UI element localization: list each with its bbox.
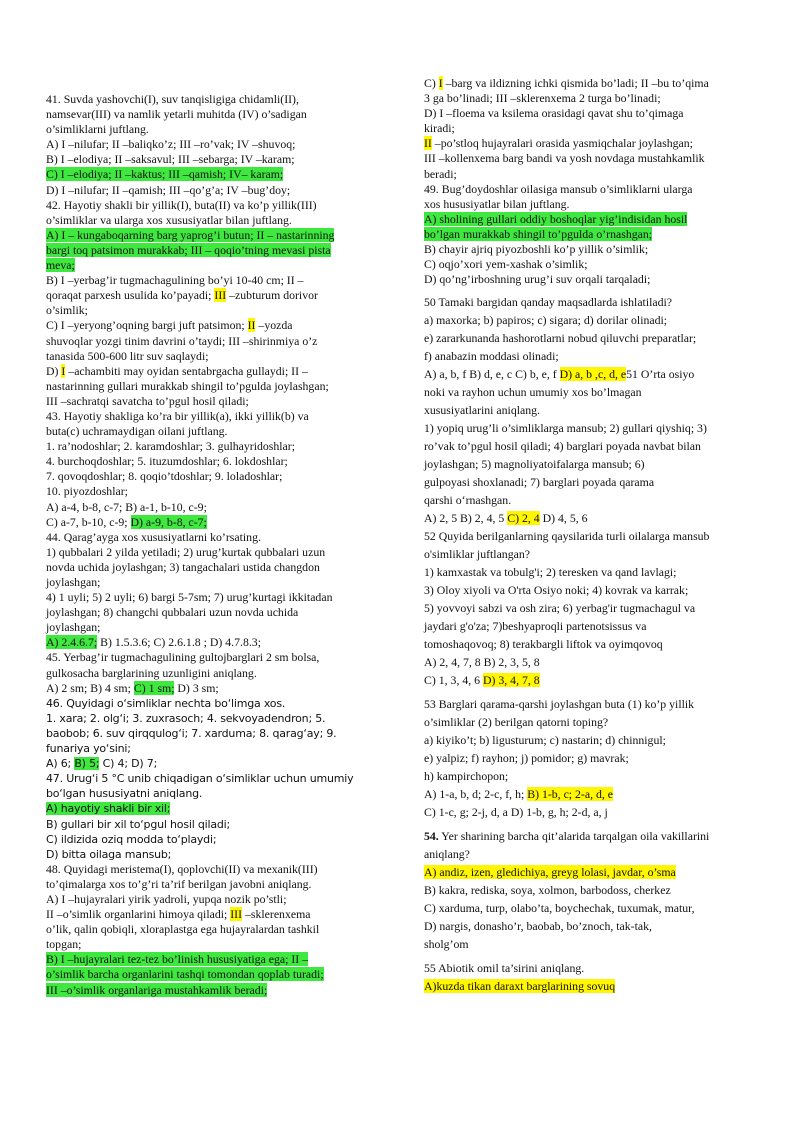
text-line	[424, 151, 760, 166]
text-segment: o’simliklar va ularga xos xususiyatlar bilan juftlang.	[46, 212, 292, 227]
answer-highlight-yellow: B) 1-b, c; 2-a, d, e	[527, 787, 614, 802]
text-segment: 3 ga bo’linadi; III –sklerenxema 2 turga bo’linadi;	[424, 91, 661, 106]
text-segment: 3) Oloy xiyoli va O'rta Osiyo noki; 4) kovrak va karrak;	[424, 583, 689, 598]
text-segment: B) I –yerbag’ir tugmachagulining bo’yi 10-40 cm; II –	[46, 273, 304, 288]
text-segment: 48. Quyidagi meristema(I), qoplovchi(II) va mexanik(III)	[46, 861, 318, 876]
text-line	[46, 530, 376, 545]
text-segment: C) oqjo’xori yem-xashak o’simlik;	[424, 257, 588, 272]
text-line	[46, 650, 376, 665]
text-segment: 1) kamxastak va tobulg'i; 2) teresken va qand lavlagi;	[424, 565, 677, 580]
text-segment: –barg va ildizning ichki qismida bo’ladi; II –bu to’qima	[442, 76, 709, 90]
text-line	[424, 959, 760, 977]
text-line	[46, 469, 376, 484]
text-segment: III –sachratqi savatcha to’pgul hosil qiladi;	[46, 393, 249, 408]
text-line	[424, 106, 760, 121]
text-line	[46, 635, 376, 650]
text-line	[46, 349, 376, 364]
text-line	[424, 713, 760, 731]
text-segment: C) xarduma, turp, olabo’ta, boychechak, tuxumak, matur,	[424, 901, 695, 916]
text-segment: noki va rayhon uchun umumiy xos bo’lmagan	[424, 385, 642, 400]
answer-highlight-green: A) sholining gullari oddiy boshoqlar yig’indisidan hosil	[424, 211, 688, 226]
text-line	[424, 977, 760, 995]
text-segment: 47. Urug‘i 5 °C unib chiqadigan o‘simliklar uchun umumiy	[46, 772, 354, 786]
text-segment: B) gullari bir xil to‘pgul hosil qiladi;	[46, 817, 231, 831]
text-segment: jaydari g'o'za; 7)beshyaproqli partenotsissus va	[424, 619, 647, 634]
text-line	[46, 122, 376, 137]
text-line	[46, 243, 376, 258]
text-line	[424, 383, 760, 401]
text-line	[46, 681, 376, 696]
text-line	[46, 952, 376, 967]
text-line	[46, 409, 376, 424]
answer-highlight-green: C) 1 sm;	[133, 680, 175, 695]
text-segment: –po’stloq hujayralari orasida yasmiqchalar joylashgan;	[431, 136, 693, 151]
text-segment: to’qimalarga xos to’g’ri ta’rif berilgan javobni aniqlang.	[46, 876, 312, 891]
text-line	[46, 575, 376, 590]
text-line	[424, 311, 760, 329]
text-line	[424, 635, 760, 653]
text-line	[424, 293, 760, 311]
text-segment: o’lik, qalin qobiqli, xloraplastga ega hujayralardan tashkil	[46, 922, 320, 937]
text-segment: e) zararkunanda hashorotlarni nobud qiluvchi preparatlar;	[424, 331, 697, 346]
text-line	[424, 653, 760, 671]
text-line	[46, 334, 376, 349]
text-segment: Yer sharining barcha qit’alarida tarqalgan oila vakillarini	[438, 829, 710, 844]
text-segment: 50 Tamaki bargidan qanday maqsadlarda ishlatiladi?	[424, 295, 673, 310]
right-column	[424, 76, 760, 995]
text-line	[424, 242, 760, 257]
text-segment: B) chayir ajriq piyozboshli ko’p yillik o’simlik;	[424, 242, 649, 257]
text-segment: 54.	[424, 829, 439, 844]
text-line	[424, 599, 760, 617]
answer-highlight-yellow: D) 3, 4, 7, 8	[482, 673, 540, 688]
text-line	[424, 365, 760, 383]
text-line	[46, 847, 376, 862]
text-segment: A) 6;	[46, 757, 75, 771]
text-line	[424, 917, 760, 935]
text-segment: xos hususiyatlar bilan juftlang.	[424, 196, 570, 211]
text-line	[46, 198, 376, 213]
text-segment: III –kollenxema barg bandi va yosh novdaga mustahkamlik	[424, 151, 705, 166]
answer-highlight-yellow: II	[424, 136, 432, 151]
text-segment: o'simliklar juftlangan?	[424, 547, 530, 562]
text-segment: h) kampirchopon;	[424, 769, 509, 784]
text-segment: 1. ra’nodoshlar; 2. karamdoshlar; 3. gulhayridoshlar;	[46, 439, 295, 454]
text-segment: D) I –floema va ksilema orasidagi qavat shu to’qimaga	[424, 106, 684, 121]
text-line	[424, 329, 760, 347]
text-segment: II –o’simlik organlarini himoya qiladi;	[46, 907, 231, 922]
answer-highlight-green: bo’lgan murakkab shingil to’pgulda o’rnashgan;	[424, 226, 653, 241]
text-segment: qoraqat parxesh usulida ko’payadi;	[46, 288, 215, 303]
text-segment: 4) 1 uyli; 5) 2 uyli; 6) bargi 5-7sm; 7) urug’kurtagi ikkitadan	[46, 590, 333, 605]
text-line	[424, 617, 760, 635]
answer-highlight-green: C) I –elodiya; II –kaktus; III –qamish; IV– karam;	[46, 167, 284, 182]
answer-highlight-green: A) hayotiy shakli bir xil;	[46, 802, 171, 816]
text-segment: A) I –hujayralari yirik yadroli, yupqa nozik po’stli;	[46, 891, 287, 906]
text-line	[424, 671, 760, 689]
text-segment: joylashgan; 8) changchi qubbalari uzun novda uchida	[46, 605, 299, 620]
text-line	[46, 258, 376, 273]
text-line	[424, 803, 760, 821]
text-segment: B) kakra, rediska, soya, xolmon, barbodoss, cherkez	[424, 883, 671, 898]
text-segment: B) I –elodiya; II –saksavul; III –sebarga; IV –karam;	[46, 152, 295, 167]
answer-highlight-green: meva;	[46, 258, 75, 273]
text-segment: 49. Bug’doydoshlar oilasiga mansub o’simliklarni ularga	[424, 181, 693, 196]
text-segment: gulkosacha barglarining uzunligini aniqlang.	[46, 665, 257, 680]
text-segment: A) 1-a, b, d; 2-c, f, h;	[424, 787, 528, 802]
text-line	[424, 695, 760, 713]
text-segment: C) 1, 3, 4, 6	[424, 673, 483, 688]
text-line	[46, 107, 376, 122]
text-segment: nastarinning gullari murakkab shingil to’pgulda joylashgan;	[46, 378, 329, 393]
text-line	[424, 767, 760, 785]
text-segment: 44. Qarag’ayga xos xususiyatlarni ko’rsating.	[46, 529, 261, 544]
text-line	[46, 424, 376, 439]
text-segment: 55 Abiotik omil ta’sirini aniqlang.	[424, 961, 585, 976]
text-segment: D) bitta oilaga mansub;	[46, 847, 172, 861]
text-line	[46, 666, 376, 681]
text-segment: kiradi;	[424, 121, 455, 136]
text-segment: tanasida 500-600 litr suv saqlaydi;	[46, 348, 209, 363]
text-segment: 52 Quyida berilganlarning qaysilarida turli oilalarga mansub	[424, 529, 710, 544]
text-segment: gulpoyasi shoxlanadi; 7) barglari poyada qarama	[424, 475, 655, 490]
text-line	[424, 899, 760, 917]
text-line	[46, 620, 376, 635]
text-line	[424, 136, 760, 151]
text-segment: 1. xara; 2. olg‘i; 3. zuxrasoch; 4. sekvoyadendron; 5.	[46, 711, 326, 725]
text-line	[46, 484, 376, 499]
text-line	[46, 228, 376, 243]
text-line	[424, 509, 760, 527]
text-line	[46, 726, 376, 741]
text-segment: a) maxorka; b) papiros; c) sigara; d) dorilar olinadi;	[424, 313, 668, 328]
text-line	[46, 967, 376, 982]
text-line	[424, 491, 760, 509]
answer-highlight-yellow: I	[61, 363, 66, 378]
text-segment: 53 Barglari qarama-qarshi joylashgan buta (1) ko’p yillik	[424, 697, 695, 712]
text-segment: aniqlang?	[424, 847, 470, 862]
text-segment: D) 4, 5, 6	[539, 511, 588, 526]
text-line	[424, 581, 760, 599]
text-segment: joylashgan;	[46, 575, 101, 589]
text-segment: 7. qovoqdoshlar; 8. qoqio’tdoshlar; 9. loladoshlar;	[46, 469, 283, 484]
text-segment: novda uchida joylashgan; 3) tangachalari ustida changdon	[46, 559, 320, 574]
text-segment: 5) yovvoyi sabzi va osh zira; 6) yerbag'ir tugmachagul va	[424, 601, 696, 616]
text-segment: A) I –nilufar; II –baliqko’z; III –ro’vak; IV –shuvoq;	[46, 137, 296, 152]
text-segment: baobob; 6. suv qirqqulog‘i; 7. xarduma; 8. qarag‘ay; 9.	[46, 726, 337, 740]
text-segment: 46. Quyidagi o‘simliklar nechta bo‘limga xos.	[46, 696, 286, 710]
answer-highlight-green: A) 2.4.6.7;	[46, 635, 98, 650]
text-segment: f) anabazin moddasi olinadi;	[424, 349, 559, 364]
text-line	[424, 563, 760, 581]
text-line	[46, 167, 376, 182]
text-line	[46, 92, 376, 107]
text-line	[424, 197, 760, 212]
text-line	[424, 785, 760, 803]
answer-highlight-green: A) I – kungaboqarning barg yaprog’i butun; II – nastarinning	[46, 227, 335, 242]
text-segment: 42. Hayotiy shakli bir yillik(I), buta(II) va ko’p yillik(III)	[46, 197, 317, 212]
text-segment: 45. Yerbag’ir tugmachagulining gultojbarglari 2 sm bolsa,	[46, 650, 320, 665]
text-line	[424, 167, 760, 182]
text-segment: A) a-4, b-8, c-7; B) a-1, b-10, c-9;	[46, 499, 207, 514]
text-segment: a) kiyiko’t; b) ligusturum; c) nastarin; d) chinnigul;	[424, 733, 666, 748]
text-line	[424, 473, 760, 491]
text-segment: joylashgan; 5) magnoliyatoifalarga mansub; 6)	[424, 457, 645, 472]
answer-highlight-yellow: I	[438, 76, 443, 90]
text-line	[46, 786, 376, 801]
text-segment: o’simlik;	[46, 303, 88, 318]
text-segment: tomoshaqovoq; 8) terakbargli liftok va oyimqovoq	[424, 637, 663, 652]
text-line	[424, 881, 760, 899]
text-line	[46, 318, 376, 333]
text-line	[46, 922, 376, 937]
text-segment: A) 2, 5 B) 2, 4, 5	[424, 511, 508, 526]
text-line	[46, 515, 376, 530]
text-line	[46, 394, 376, 409]
text-segment: C) 4; D) 7;	[99, 757, 158, 771]
text-line	[424, 212, 760, 227]
text-line	[424, 455, 760, 473]
answer-highlight-green: D) a-9, b-8, c-7;	[130, 514, 207, 529]
text-segment: beradi;	[424, 166, 457, 181]
answer-highlight-yellow: A) andiz, izen, gledichiya, greyg lolasi, javdar, o’sma	[424, 865, 676, 880]
text-segment: 41. Suvda yashovchi(I), suv tanqisligiga chidamli(II),	[46, 92, 299, 106]
text-line	[424, 257, 760, 272]
text-segment: C) ildizida oziq modda to‘playdi;	[46, 832, 217, 846]
text-line	[46, 801, 376, 816]
text-segment: –yozda	[255, 318, 293, 333]
text-line	[46, 379, 376, 394]
answer-highlight-yellow: II	[247, 318, 256, 333]
text-segment: qarshi o‘rnashgan.	[424, 493, 512, 508]
text-line	[424, 272, 760, 287]
text-segment: topgan;	[46, 937, 82, 952]
answer-highlight-yellow: A)kuzda tikan daraxt barglarining sovuq	[424, 979, 616, 994]
text-segment: –zubturum dorivor	[226, 288, 318, 303]
text-line	[46, 273, 376, 288]
text-line	[424, 227, 760, 242]
text-line	[46, 213, 376, 228]
text-line	[424, 545, 760, 563]
answer-highlight-green: bargi toq patsimon murakkab; III – qoqio’tning mevasi pista	[46, 242, 331, 257]
answer-highlight-green: III –o’simlik organlariga mustahkamlik beradi;	[46, 982, 268, 997]
text-segment: A) 2, 4, 7, 8 B) 2, 3, 5, 8	[424, 655, 540, 670]
text-segment: D)	[46, 363, 62, 378]
text-line	[46, 711, 376, 726]
text-line	[46, 439, 376, 454]
text-line	[424, 401, 760, 419]
text-segment: 4. burchoqdoshlar; 5. ituzumdoshlar; 6. lokdoshlar;	[46, 454, 288, 469]
text-line	[46, 892, 376, 907]
text-line	[46, 303, 376, 318]
text-segment: D) I –nilufar; II –qamish; III –qo’g’a; IV –bug’doy;	[46, 182, 291, 197]
text-segment: ro’vak to’pgul hosil qiladi; 4) barglari poyada navbat bilan	[424, 439, 701, 454]
text-segment: 1) qubbalari 2 yilda yetiladi; 2) urug’kurtak qubbalari uzun	[46, 544, 326, 559]
answer-highlight-yellow: C) 2, 4	[507, 511, 540, 526]
text-segment: joylashgan;	[46, 620, 101, 635]
text-line	[46, 756, 376, 771]
text-segment: D) nargis, donasho’r, baobab, bo’znoch, tak-tak,	[424, 919, 652, 934]
text-line	[46, 832, 376, 847]
text-line	[424, 749, 760, 767]
text-line	[46, 454, 376, 469]
text-segment: xususiyatlarini aniqlang.	[424, 403, 540, 418]
text-segment: A) 2 sm; B) 4 sm;	[46, 680, 134, 695]
text-segment: shuvoqlar yozgi tinim davrini o’taydi; III –shirinmiya o’z	[46, 333, 318, 348]
text-segment: 1) yopiq urug’li o’simliklarga mansub; 2) gullari qiyshiq; 3)	[424, 421, 707, 436]
text-segment: D) 3 sm;	[174, 680, 219, 695]
text-line	[46, 937, 376, 952]
text-line	[424, 845, 760, 863]
text-line	[46, 500, 376, 515]
text-segment: funariya yo‘sini;	[46, 742, 131, 756]
text-line	[46, 771, 376, 786]
text-line	[424, 935, 760, 953]
answer-highlight-yellow: III	[230, 907, 243, 922]
text-segment: namsevar(III) va namlik yetarli muhitda (IV) o’sadigan	[46, 107, 307, 122]
text-line	[424, 437, 760, 455]
text-line	[46, 152, 376, 167]
text-segment: o’simliklarni juftlang.	[46, 122, 149, 137]
text-segment: A) a, b, f B) d, e, c C) b, e, f	[424, 367, 560, 382]
text-line	[46, 137, 376, 152]
text-line	[46, 741, 376, 756]
text-line	[424, 419, 760, 437]
text-segment: –sklerenxema	[242, 907, 311, 922]
text-segment: 43. Hayotiy shakliga ko’ra bir yillik(a), ikki yillik(b) va	[46, 408, 309, 423]
text-line	[46, 817, 376, 832]
text-line	[46, 696, 376, 711]
text-segment: C) I –yeryong’oqning bargi juft patsimon;	[46, 318, 248, 333]
text-line	[46, 605, 376, 620]
text-line	[46, 560, 376, 575]
text-line	[424, 182, 760, 197]
answer-highlight-green: B) 5;	[74, 757, 100, 771]
text-line	[424, 731, 760, 749]
text-line	[46, 590, 376, 605]
text-line	[46, 183, 376, 198]
text-line	[46, 907, 376, 922]
answer-highlight-yellow: D) a, b ,c, d, e	[559, 367, 627, 382]
text-segment: C)	[424, 76, 439, 90]
text-segment: o’simliklar (2) berilgan qatorni toping?	[424, 715, 609, 730]
text-segment: 51 O’rta osiyo	[626, 367, 695, 382]
text-segment: B) 1.5.3.6; C) 2.6.1.8 ; D) 4.7.8.3;	[97, 635, 261, 650]
text-segment: 10. piyozdoshlar;	[46, 484, 128, 499]
text-line	[424, 76, 760, 91]
answer-highlight-green: B) I –hujayralari tez-tez bo’linish hususiyatiga ega; II –	[46, 952, 309, 967]
text-segment: D) qo’ng’irboshning urug’i suv orqali tarqaladi;	[424, 272, 651, 287]
text-line	[424, 91, 760, 106]
text-line	[46, 983, 376, 998]
text-line	[46, 288, 376, 303]
text-segment: sholg’om	[424, 937, 469, 952]
text-line	[46, 545, 376, 560]
text-segment: bo‘lgan hususiyatni aniqlang.	[46, 787, 203, 801]
text-line	[46, 364, 376, 379]
text-segment: –achambiti may oyidan sentabrgacha gullaydi; II –	[65, 363, 308, 378]
text-segment: C) a-7, b-10, c-9;	[46, 514, 131, 529]
text-line	[424, 347, 760, 365]
text-line	[46, 862, 376, 877]
text-line	[424, 121, 760, 136]
left-column	[46, 92, 376, 998]
text-segment: C) 1-c, g; 2-j, d, a D) 1-b, g, h; 2-d, a, j	[424, 805, 608, 820]
text-line	[424, 527, 760, 545]
text-segment: e) yalpiz; f) rayhon; j) pomidor; g) mavrak;	[424, 751, 629, 766]
answer-highlight-green: o’simlik barcha organlarini tashqi tomondan qoplab turadi;	[46, 967, 324, 982]
text-line	[424, 827, 760, 845]
text-line	[424, 863, 760, 881]
text-segment: buta(c) uchramaydigan oilani juftlang.	[46, 424, 228, 439]
text-line	[46, 877, 376, 892]
answer-highlight-yellow: III	[214, 288, 227, 303]
